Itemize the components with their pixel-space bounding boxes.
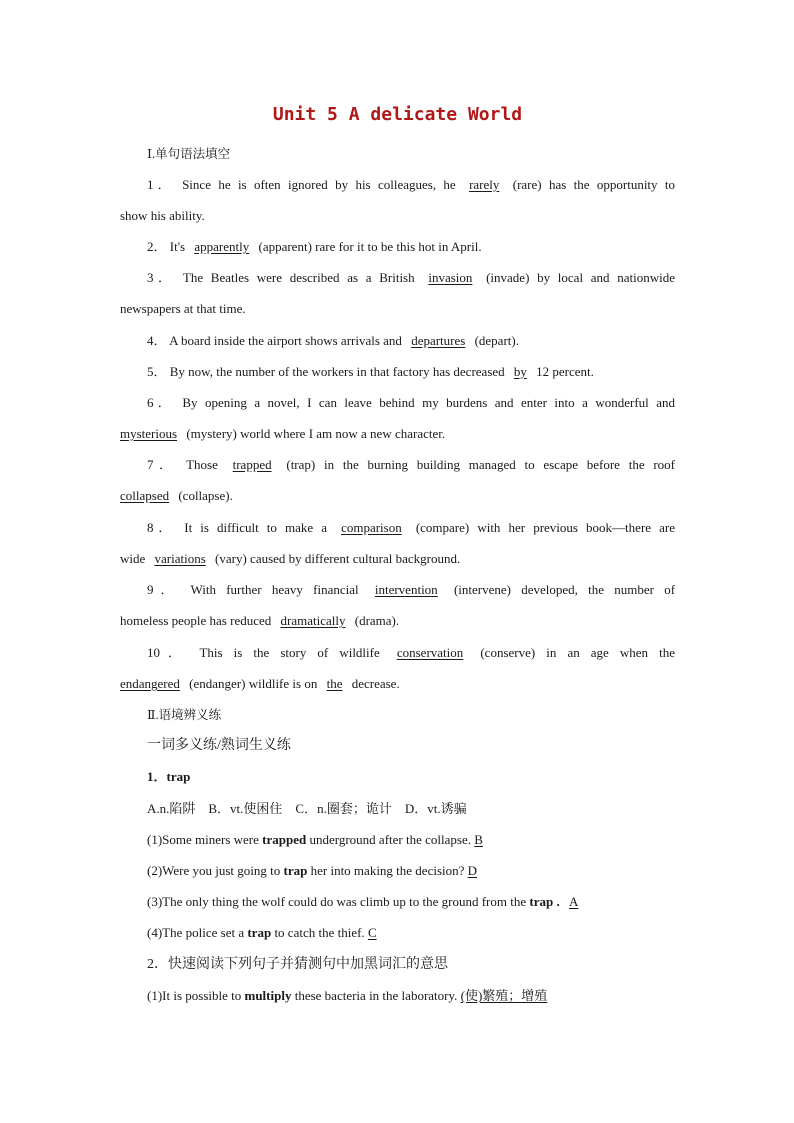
- answer-blank: D: [467, 863, 478, 878]
- answer-blank: B: [474, 832, 483, 847]
- answer-blank: by: [513, 364, 527, 379]
- question-6: 6． By opening a novel, I can leave behind my burdens and enter into a wonderful and: [147, 395, 675, 410]
- question-9: 9． With further heavy financial intervention (intervene) developed, the number of: [147, 582, 676, 597]
- answer-blank: comparison: [341, 520, 402, 535]
- question-5: 5． By now, the number of the workers in that factory has decreased by 12 percent.: [147, 364, 594, 379]
- answer-blank: A: [568, 894, 579, 909]
- answer-blank: departures: [411, 333, 466, 348]
- answer-blank: trapped: [232, 457, 272, 472]
- answer-blank: rarely: [469, 177, 500, 192]
- question-3: 3． The Beatles were described as a British invasion (invade) by local and nationwide: [147, 270, 676, 285]
- question-10-cont: endangered (endanger) wildlife is on the decrease.: [120, 676, 400, 691]
- section-heading-context: Ⅱ.语境辨义练: [147, 708, 222, 722]
- answer-blank: mysterious: [120, 426, 178, 441]
- question-1: 1． Since he is often ignored by his colleagues, he rarely (rare) has the opportunity to: [147, 177, 676, 192]
- section-heading-grammar: Ⅰ.单句语法填空: [147, 147, 231, 161]
- document-title: Unit 5 A delicate World: [272, 104, 523, 125]
- item-1-heading: 1．trap: [147, 769, 191, 784]
- answer-blank: conservation: [396, 645, 464, 660]
- answer-blank: C: [367, 925, 377, 940]
- answer-blank: variations: [154, 551, 206, 566]
- answer-blank: (使)繁殖；增殖: [460, 988, 548, 1003]
- answer-blank: endangered: [120, 676, 180, 691]
- answer-blank: the: [326, 676, 343, 691]
- item-1-sentence-1: (1)Some miners were trapped underground after the collapse. B: [120, 832, 675, 848]
- question-4: 4． A board inside the airport shows arrivals and departures (depart).: [147, 333, 519, 348]
- question-8-cont: wide variations (vary) caused by different cultural background.: [120, 551, 461, 566]
- item-1-sentence-3: (3)The only thing the wolf could do was climb up to the ground from the trap . A: [120, 894, 675, 910]
- subsection-heading: 一词多义练/熟词生义练: [147, 738, 291, 753]
- question-9-cont: homeless people has reduced dramatically (drama).: [120, 613, 400, 628]
- question-1-cont: show his ability.: [120, 208, 205, 223]
- question-2: 2． It's apparently (apparent) rare for it to be this hot in April.: [147, 239, 482, 254]
- answer-blank: collapsed: [120, 488, 170, 503]
- answer-blank: dramatically: [280, 613, 346, 628]
- answer-blank: apparently: [194, 239, 250, 254]
- item-1-sentence-4: (4)The police set a trap to catch the thief. C: [120, 925, 675, 941]
- item-2-sentence-1: (1)It is possible to multiply these bacteria in the laboratory. (使)繁殖；增殖: [120, 988, 675, 1004]
- question-6-cont: mysterious (mystery) world where I am now a new character.: [120, 426, 446, 441]
- question-7: 7． Those trapped (trap) in the burning building managed to escape before the roof: [147, 457, 676, 472]
- question-8: 8． It is difficult to make a comparison (compare) with her previous book—there are: [147, 520, 675, 535]
- question-10: 10． This is the story of wildlife conservation (conserve) in an age when the: [147, 645, 676, 660]
- answer-blank: invasion: [428, 270, 473, 285]
- item-1-options: A.n.陷阱 B．vt.使困住 C．n.圈套；诡计 D．vt.诱骗: [147, 801, 467, 816]
- question-3-cont: newspapers at that time.: [120, 301, 246, 316]
- item-2-heading: 2．快速阅读下列句子并猜测句中加黑词汇的意思: [147, 957, 448, 972]
- answer-blank: intervention: [374, 582, 438, 597]
- question-7-cont: collapsed (collapse).: [120, 488, 233, 503]
- item-1-sentence-2: (2)Were you just going to trap her into making the decision? D: [120, 863, 675, 879]
